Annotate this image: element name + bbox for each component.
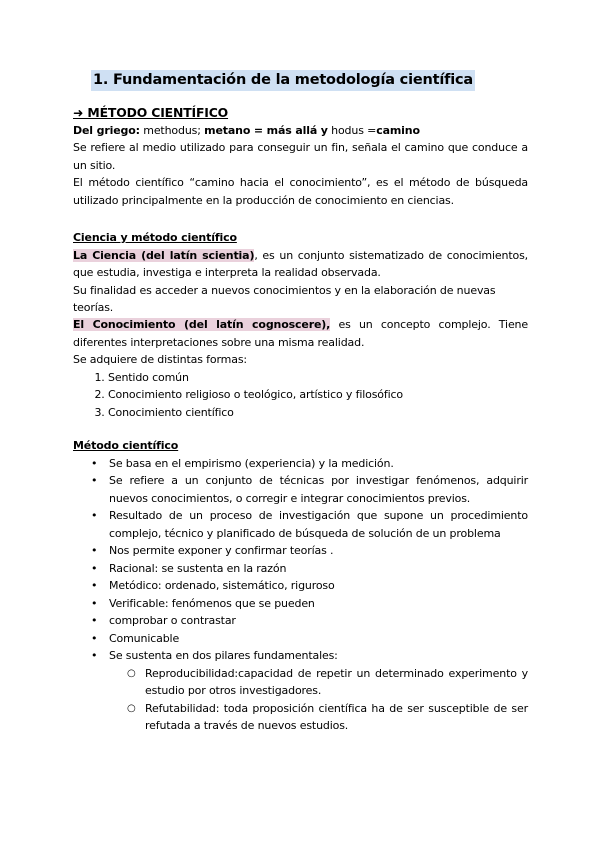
list-item: • Comunicable xyxy=(109,630,528,648)
griego-b: metano = más allá y xyxy=(204,123,328,137)
metodo-cientifico-title: Método científico xyxy=(73,439,179,452)
ciencia-p2: Su finalidad es acceder a nuevos conocimientos y en la elaboración de nuevas teorías. xyxy=(73,283,496,314)
list-item: • Resultado de un proceso de investigación que supone un procedimiento complejo, técnico y planificado de búsqueda de solución de un problema xyxy=(109,507,528,542)
ciencia-p1-text: , es un conjunto sistematizado de conocimientos, que estudia, investiga e interpreta la realidad observada. xyxy=(73,248,529,279)
conocimiento-p1-text: es un concepto complejo. Tiene diferentes interpretaciones sobre una misma realidad. xyxy=(73,318,528,349)
griego-line xyxy=(73,122,528,140)
metodo-cientifico-list xyxy=(73,455,528,735)
sublist-item: ○ Refutabilidad: toda proposición científica ha de ser susceptible de ser refutada a través de nuevos estudios. xyxy=(145,700,528,735)
section-heading: 1. Fundamentación de la metodología científica xyxy=(91,70,475,91)
conocimiento-section xyxy=(73,316,528,421)
list-item: 2. Conocimiento religioso o teológico, artístico y filosófico xyxy=(108,386,528,404)
griego-a: methodus; xyxy=(139,123,205,137)
list-item xyxy=(109,647,528,735)
conocimiento-list xyxy=(73,369,528,422)
list-item: • Verificable: fenómenos que se pueden xyxy=(109,595,528,613)
metodo-cientifico-section xyxy=(73,437,528,735)
griego-label: Del griego: xyxy=(73,123,140,137)
conocimiento-p1 xyxy=(73,316,528,351)
ciencia-title: Ciencia y método científico xyxy=(73,231,237,244)
conocimiento-p2: Se adquiere de distintas formas: xyxy=(73,353,247,366)
list-item: • Se basa en el empirismo (experiencia) y la medición. xyxy=(109,455,528,473)
conocimiento-highlight: El Conocimiento (del latín cognoscere), xyxy=(73,318,331,331)
metodo-section xyxy=(73,104,528,209)
metodo-p1: Se refiere al medio utilizado para conseguir un fin, señala el camino que conduce a un sitio. xyxy=(73,141,528,172)
griego-d: camino xyxy=(376,123,420,137)
list-item: • comprobar o contrastar xyxy=(109,612,528,630)
list-item: • Racional: se sustenta en la razón xyxy=(109,560,528,578)
list-item: • Nos permite exponer y confirmar teorías . xyxy=(109,542,528,560)
list-item: 3. Conocimiento científico xyxy=(108,404,528,422)
metodo-title: ➜ MÉTODO CIENTÍFICO xyxy=(73,105,229,120)
ciencia-p1 xyxy=(73,247,528,282)
metodo-p2: El método científico “camino hacia el conocimiento”, es el método de búsqueda utilizado principalmente en la producción de conocimiento en ciencias. xyxy=(73,176,528,207)
griego-c: hodus = xyxy=(327,123,377,137)
ciencia-section xyxy=(73,229,528,317)
pilares-text: Se sustenta en dos pilares fundamentales: xyxy=(109,649,338,662)
list-item: • Se refiere a un conjunto de técnicas por investigar fenómenos, adquirir nuevos conocimientos, o corregir e integrar conocimientos previos. xyxy=(109,472,528,507)
pilares-sublist xyxy=(109,665,528,735)
list-item: • Metódico: ordenado, sistemático, riguroso xyxy=(109,577,528,595)
sublist-item: ○ Reproducibilidad:capacidad de repetir un determinado experimento y estudio por otros investigadores. xyxy=(145,665,528,700)
list-item: 1. Sentido común xyxy=(108,369,528,387)
ciencia-highlight: La Ciencia (del latín scientia) xyxy=(73,248,255,262)
